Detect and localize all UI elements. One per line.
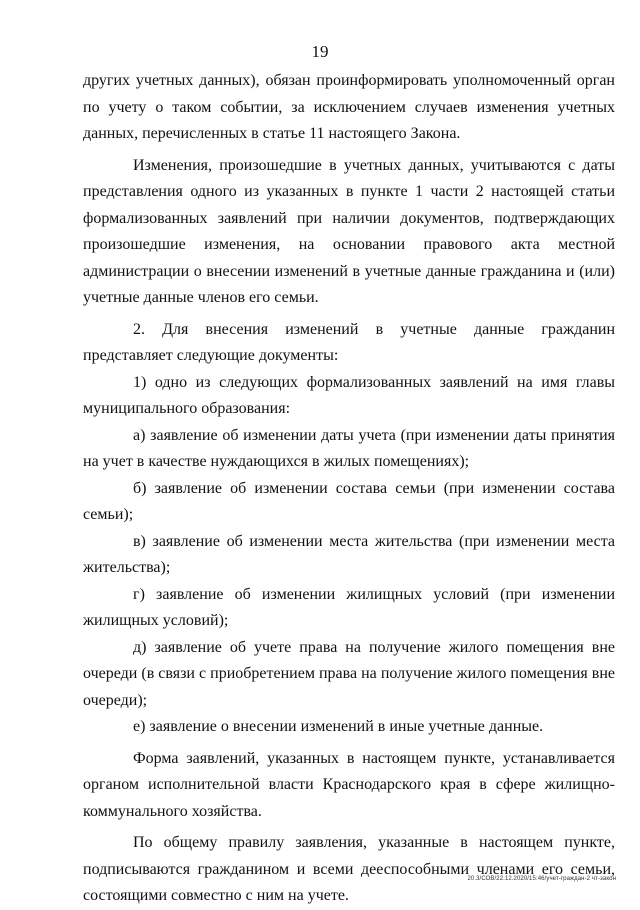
paragraph-item-2: 2. Для внесения изменений в учетные данные гражданин представляет следующие документы: — [83, 320, 615, 364]
paragraph-signing: По общему правилу заявления, указанные в настоящем пункте, подписываются гражданином и всеми дееспособными членами его семьи, состоящими совместно с ним на учете. — [83, 834, 615, 904]
paragraph-form: Форма заявлений, указанных в настоящем пункте, устанавливается органом исполнительной власти Краснодарского края в сфере жилищно-коммунального хозяйства. — [83, 749, 615, 820]
paragraph-changes: Изменения, произошедшие в учетных данных, учитываются с даты представления одного из указанных в пункте 1 части 2 настоящей статьи формализованных заявлений при наличии документов, подтверждающих произошедшие изменения, на основании правового акта местной администрации о внесении изменений в учетные данные гражданина и (или) учетные данные членов его семьи. — [83, 156, 615, 306]
paragraph-subitem-g: г) заявление об изменении жилищных условий (при изменении жилищных условий); — [83, 585, 615, 629]
paragraph-subitem-v: в) заявление об изменении места жительства (при изменении места жительства); — [83, 532, 615, 576]
paragraph-subitem-d: д) заявление об учете права на получение жилого помещения вне очереди (в связи с приобретением права на получение жилого помещения вне очереди); — [83, 638, 615, 709]
paragraph-subitem-1: 1) одно из следующих формализованных заявлений на имя главы муниципального образования: — [83, 373, 615, 417]
page-number: 19 — [311, 42, 329, 61]
paragraph-continuation: других учетных данных), обязан проинформировать уполномоченный орган по учету о таком событии, за исключением случаев изменения учетных данных, перечисленных в статье 11 настоящего Закона. — [83, 72, 615, 142]
body-text — [83, 68, 615, 910]
paragraph-subitem-b: б) заявление об изменении состава семьи (при изменении состава семьи); — [83, 479, 615, 523]
footer-stamp: 20.3/СОВ/22.12.2020/15:46/учет-граждан-2 чт-закон — [467, 876, 616, 882]
paragraph-subitem-e: е) заявление о внесении изменений в иные учетные данные. — [133, 718, 544, 735]
paragraph-subitem-a: а) заявление об изменении даты учета (при изменении даты принятия на учет в качестве нуждающихся в жилых помещениях); — [83, 426, 615, 470]
